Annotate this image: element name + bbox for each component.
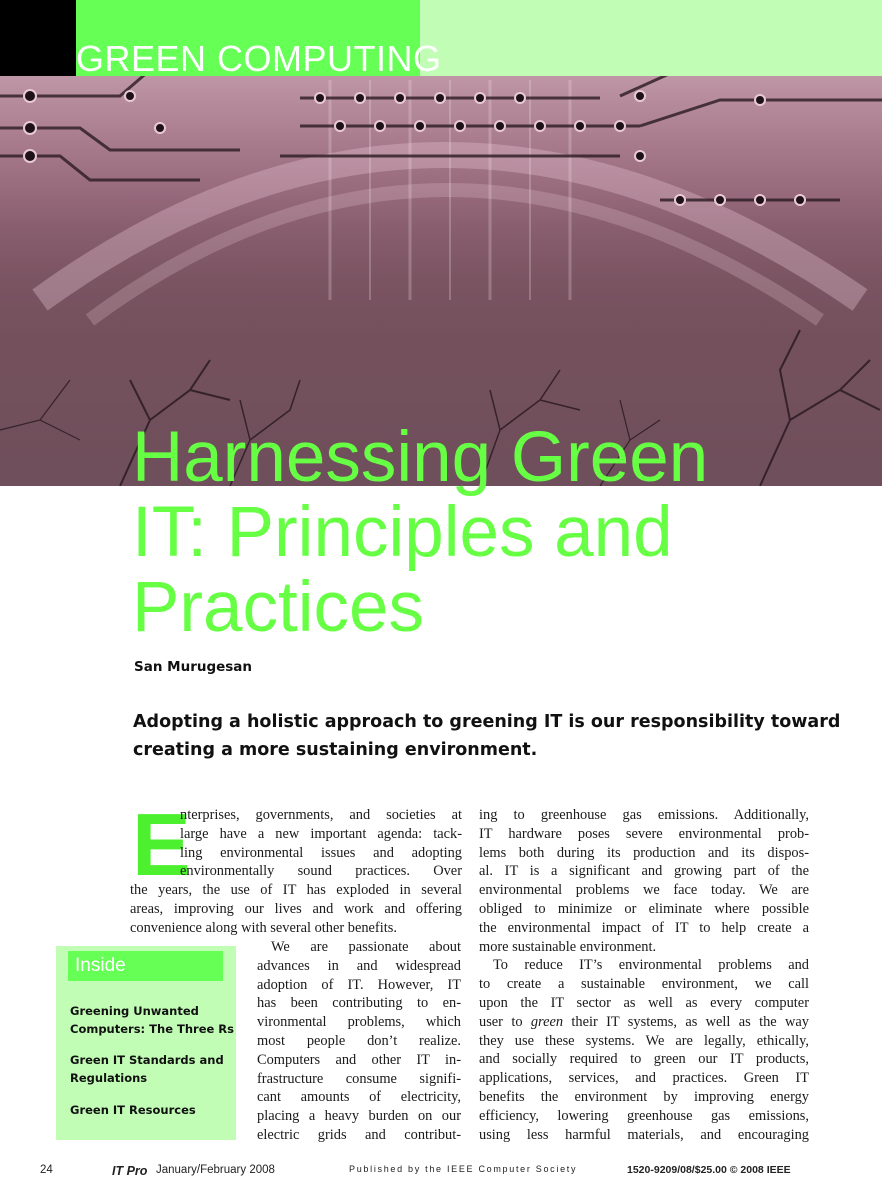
body-column-1-top bbox=[130, 795, 462, 938]
article-title bbox=[132, 420, 852, 645]
title-line: Harnessing Green bbox=[132, 418, 709, 497]
section-bar-light bbox=[420, 0, 882, 76]
body-line: adoption of IT. However, IT bbox=[257, 976, 461, 993]
page-footer bbox=[0, 1164, 882, 1184]
body-line: efficiency, lowering greenhouse gas emissions, bbox=[479, 1107, 809, 1124]
inside-item[interactable]: Green IT Standards and Regulations bbox=[70, 1053, 224, 1085]
body-line: cant amounts of electricity, bbox=[257, 1089, 461, 1106]
deck-line: creating a more sustaining environment. bbox=[133, 740, 538, 760]
body-line: placing a heavy burden on our bbox=[257, 1108, 461, 1125]
drop-cap: E bbox=[132, 795, 191, 894]
issue-date: January/February 2008 bbox=[156, 1164, 275, 1176]
body-column-2 bbox=[479, 806, 809, 1144]
publisher-line: Published by the IEEE Computer Society bbox=[349, 1164, 578, 1174]
body-line: to create a sustainable environment, we call bbox=[479, 976, 809, 993]
body-line: has been contributing to en- bbox=[257, 995, 461, 1012]
issn-copyright: 1520-9209/08/$25.00 © 2008 IEEE bbox=[627, 1164, 791, 1176]
body-line: To reduce IT’s environmental problems and bbox=[493, 957, 809, 974]
body-line: they use these systems. We are legally, ethically, bbox=[479, 1032, 809, 1049]
body-line: obliged to minimize or eliminate where possible bbox=[479, 900, 809, 917]
body-line: IT hardware poses severe environmental prob- bbox=[479, 825, 809, 842]
inside-title: Inside bbox=[75, 955, 126, 976]
body-line: more sustainable environment. bbox=[479, 938, 657, 955]
body-line: most people don’t realize. bbox=[257, 1032, 461, 1049]
deck-line: Adopting a holistic approach to greening IT is our responsibility toward bbox=[133, 712, 841, 732]
body-line: ling environmental issues and adopting bbox=[180, 844, 462, 861]
body-line: benefits the environment by improving energy bbox=[479, 1088, 809, 1105]
page-number: 24 bbox=[40, 1164, 53, 1176]
body-line-with-emphasis bbox=[479, 1013, 809, 1032]
body-line: large have a new important agenda: tack- bbox=[180, 825, 462, 842]
title-line: Practices bbox=[132, 568, 424, 647]
body-line: lems both during its production and its dispos- bbox=[479, 844, 809, 861]
body-line: Computers and other IT in- bbox=[257, 1051, 461, 1068]
body-line: the environmental impact of IT to help create a bbox=[479, 919, 809, 936]
body-line: frastructure consume signifi- bbox=[257, 1070, 461, 1087]
body-line: environmental problems we face today. We are bbox=[479, 882, 809, 899]
body-line: ing to greenhouse gas emissions. Additionally, bbox=[479, 807, 809, 823]
article-deck bbox=[133, 708, 841, 764]
inside-item[interactable]: Green IT Resources bbox=[70, 1103, 196, 1117]
body-line: electric grids and contribut- bbox=[257, 1126, 461, 1143]
body-text-run: user to bbox=[479, 1013, 531, 1030]
body-line: upon the IT sector as well as every computer bbox=[479, 994, 809, 1011]
body-column-1-bottom bbox=[257, 938, 461, 1145]
title-line: IT: Principles and bbox=[132, 493, 673, 572]
body-line: applications, services, and practices. Green IT bbox=[479, 1070, 809, 1087]
body-line: using less harmful materials, and encouraging bbox=[479, 1126, 809, 1143]
body-line: advances in and widespread bbox=[257, 957, 461, 974]
body-line: nterprises, governments, and societies at bbox=[180, 807, 462, 823]
body-text-run: their IT systems, as well as the way bbox=[563, 1013, 809, 1030]
header-banner-image bbox=[0, 0, 882, 486]
body-line: convenience along with several other benefits. bbox=[130, 919, 397, 936]
author-byline: San Murugesan bbox=[134, 659, 253, 675]
body-line: vironmental problems, which bbox=[257, 1014, 461, 1031]
body-line: al. IT is a significant and growing part of the bbox=[479, 863, 809, 880]
body-line: the years, the use of IT has exploded in several bbox=[130, 882, 462, 899]
section-title: GREEN COMPUTING bbox=[76, 38, 442, 79]
magazine-name: IT Pro bbox=[112, 1164, 148, 1178]
emphasis-green: green bbox=[530, 1013, 564, 1030]
body-line: We are passionate about bbox=[271, 939, 461, 955]
body-line: areas, improving our lives and work and offering bbox=[130, 900, 462, 917]
body-line: and socially required to green our IT products, bbox=[479, 1051, 809, 1068]
corner-block bbox=[0, 0, 76, 76]
inside-item[interactable]: Greening Unwanted Computers: The Three Rs bbox=[70, 1004, 234, 1036]
body-line: environmentally sound practices. Over bbox=[180, 863, 462, 880]
